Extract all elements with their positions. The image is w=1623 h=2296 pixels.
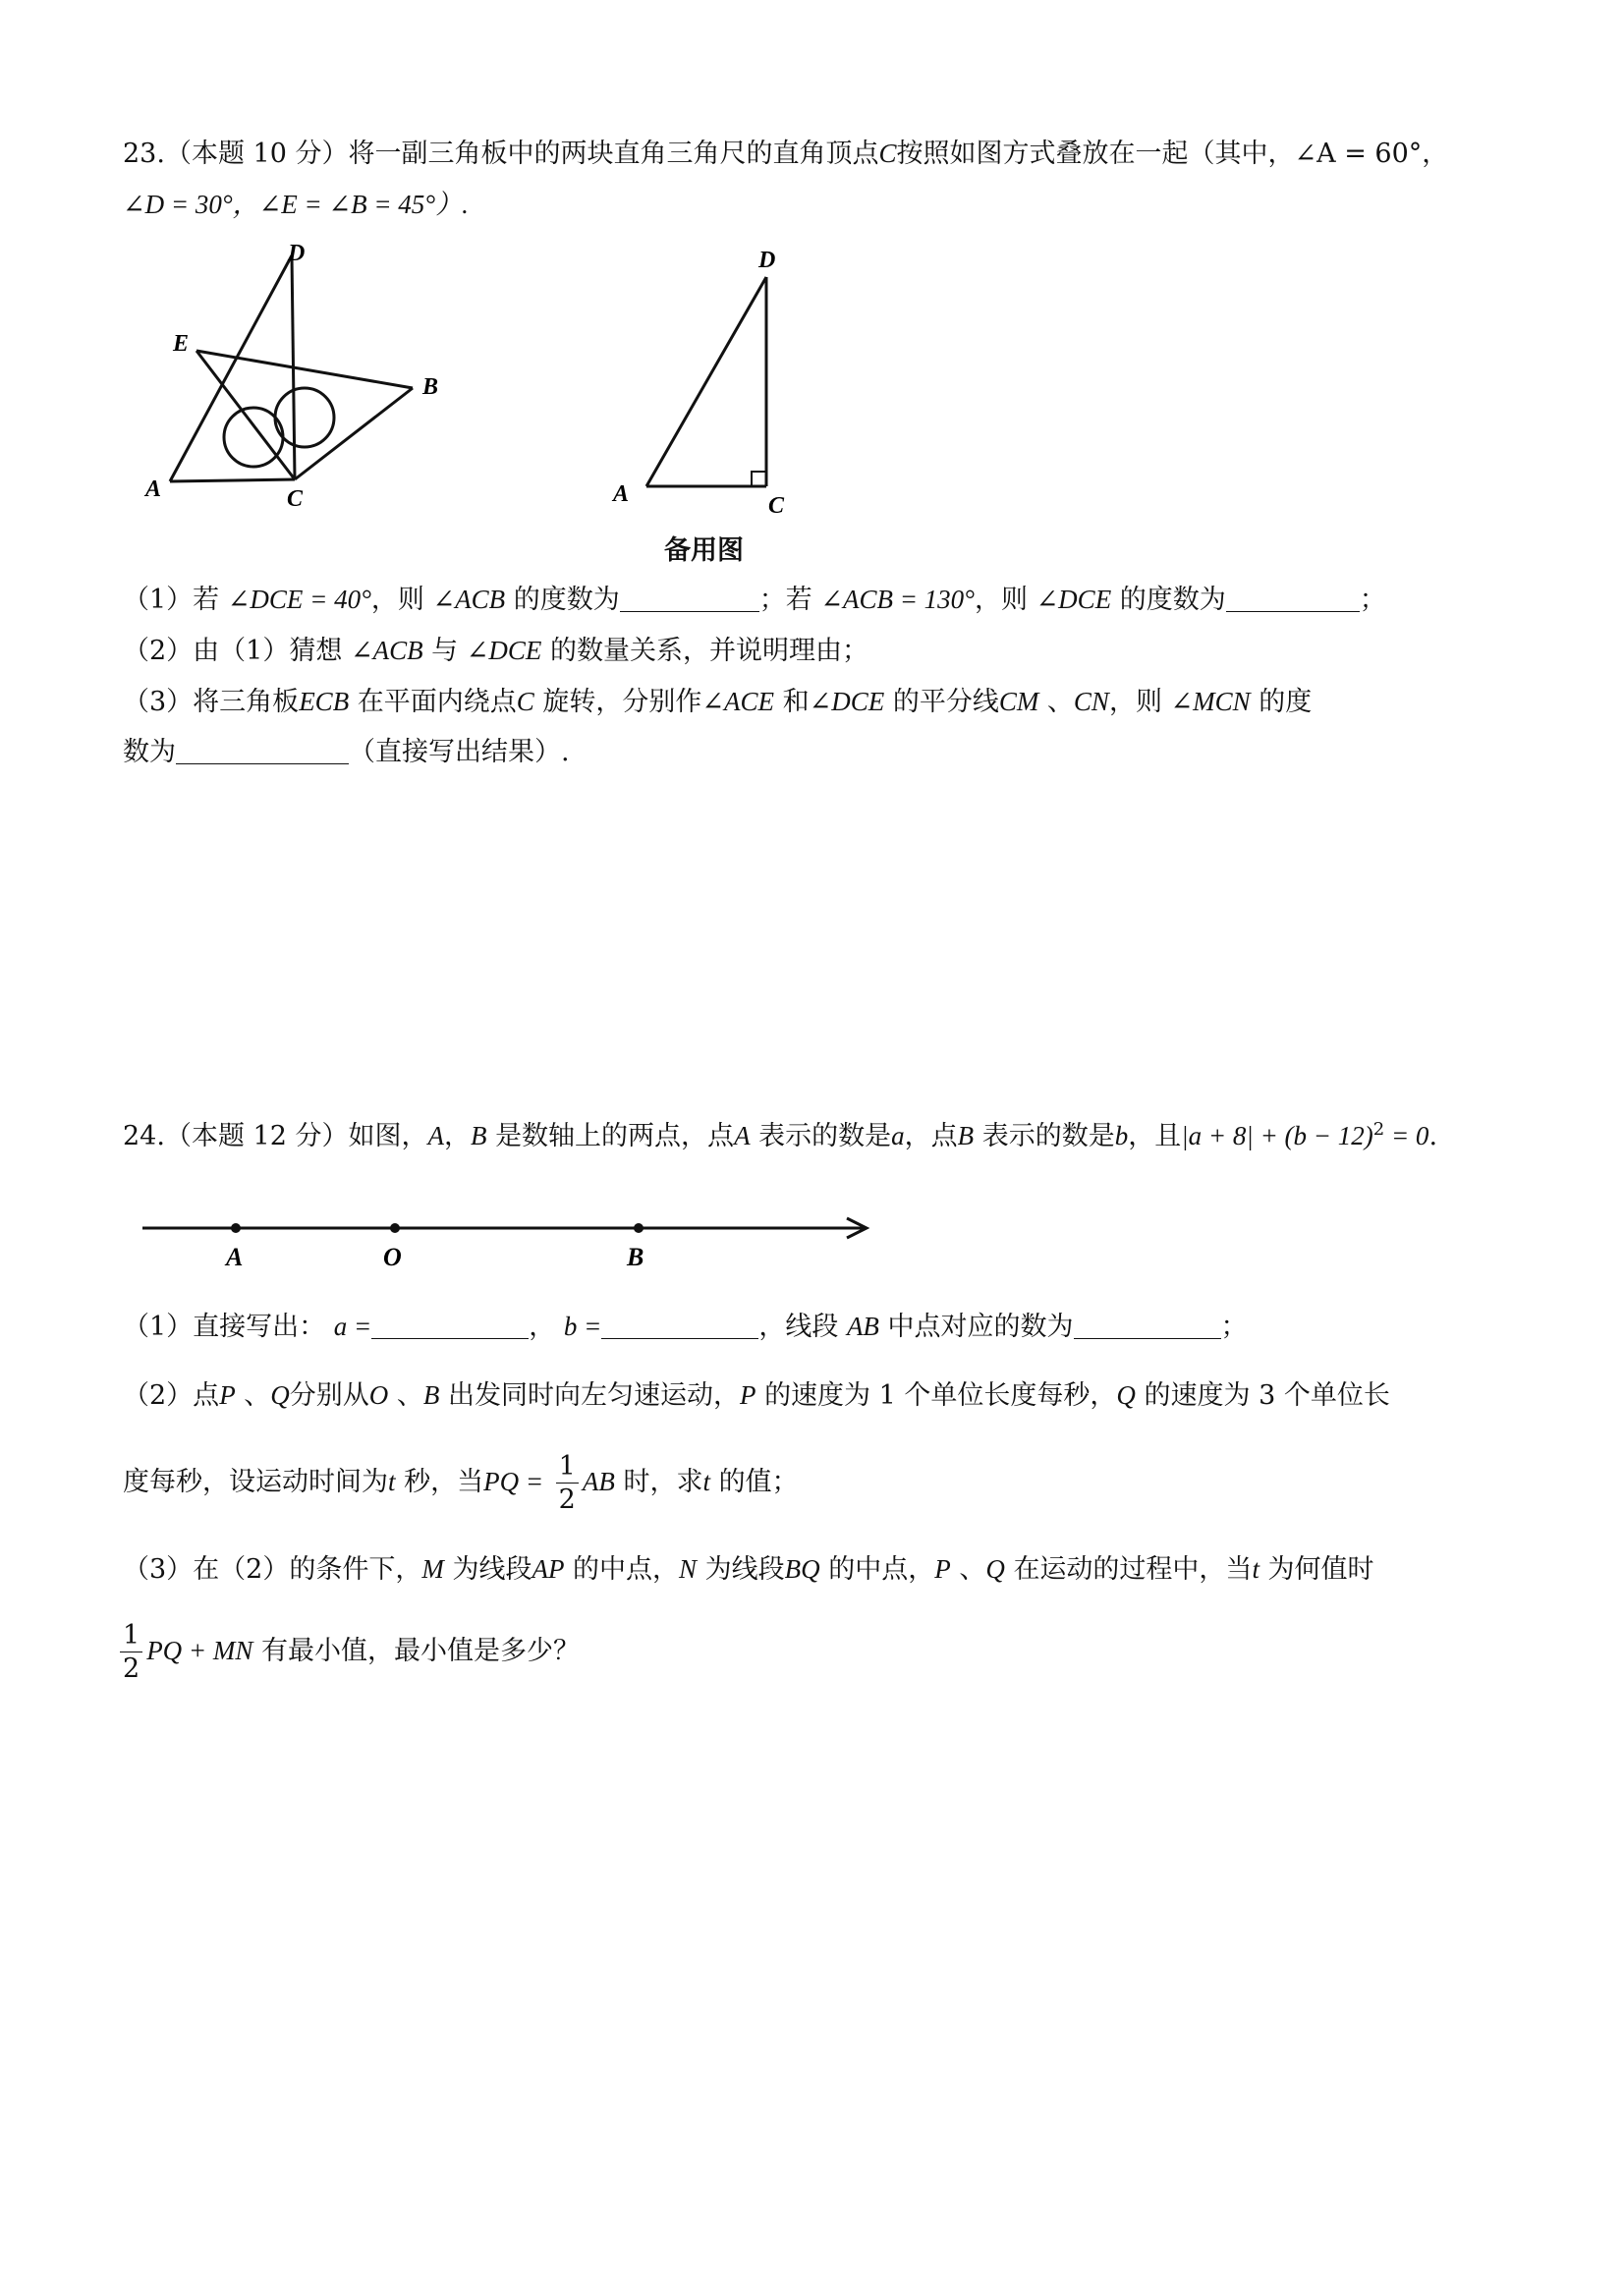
q23-figure-overlapping-triangles — [138, 231, 472, 516]
edge-ad — [170, 255, 292, 481]
spare-label-d: D — [758, 248, 776, 273]
q24-part-3-line-1: （3）在（2）的条件下，M 为线段AP 的中点，N 为线段BQ 的中点，P 、Q 在运动的过程中，当t 为何值时 — [123, 1554, 1374, 1585]
fraction-one-half-2: $\frac{1}{2}$ — [120, 1622, 142, 1682]
point-b — [634, 1223, 644, 1233]
point-a — [231, 1223, 241, 1233]
answer-blank-3[interactable] — [176, 738, 349, 764]
spare-edge-ad — [646, 277, 766, 486]
point-o — [390, 1223, 400, 1233]
finger-hole-2 — [275, 388, 334, 447]
q24-part-1: （1）直接写出： a = ， b = ，线段 AB 中点对应的数为 ； — [123, 1312, 1248, 1342]
answer-blank-a[interactable] — [371, 1313, 529, 1339]
q24-intro: 24.（本题 12 分）如图，A，B 是数轴上的两点，点A 表示的数是a，点B 表示的数是b，且$|a + 8| + (b - 12)^2 = 0$. — [123, 1119, 1438, 1151]
q24-part-2-line-1: （2）点P 、Q分别从O 、B 出发同时向左匀速运动，P 的速度为 1 个单位长度每秒，Q 的速度为 3 个单位长 — [123, 1380, 1390, 1411]
spare-label-c: C — [768, 493, 785, 519]
answer-blank-b[interactable] — [601, 1313, 758, 1339]
answer-blank-midpoint[interactable] — [1074, 1313, 1221, 1339]
spare-figure-caption: 备用图 — [664, 535, 744, 566]
q23-part-1: （1）若 ∠DCE = 40°，则 ∠ACB 的度数为 ；若 ∠ACB = 130°，则 ∠DCE 的度数为 ； — [123, 585, 1386, 615]
q23-spare-figure — [599, 236, 796, 531]
answer-blank-1[interactable] — [620, 586, 759, 612]
label-e: E — [173, 331, 190, 357]
edge-ac — [170, 479, 295, 481]
q23-part-3-line-2: 数为 （直接写出结果）. — [123, 737, 570, 767]
edge-bc — [295, 388, 413, 479]
answer-blank-2[interactable] — [1226, 586, 1360, 612]
axis-label-a: A — [226, 1243, 244, 1271]
q24-part-2-line-2: 度每秒，设运动时间为t 秒，当PQ = $\frac{1}{2}$ AB 时，求t 的值； — [123, 1451, 799, 1515]
fraction-one-half: $\frac{1}{2}$ — [556, 1453, 579, 1513]
q24-number-line — [138, 1208, 884, 1277]
q23-part-3-line-1: （3）将三角板ECB 在平面内绕点C 旋转，分别作∠ACE 和∠DCE 的平分线CM 、CN，则 ∠MCN 的度 — [123, 687, 1313, 717]
label-a: A — [145, 476, 162, 502]
label-d: D — [288, 241, 306, 266]
label-b: B — [422, 374, 439, 400]
q23-intro-line-1: 23.（本题 10 分）将一副三角板中的两块直角三角尺的直角顶点C按照如图方式叠放在一起（其中，∠A = 60°， — [123, 139, 1449, 169]
axis-label-o: O — [383, 1243, 402, 1271]
q23-part-2: （2）由（1）猜想 ∠ACB 与 ∠DCE 的数量关系，并说明理由； — [123, 636, 868, 666]
q23-intro-line-2: ∠D = 30°，∠E = ∠B = 45°）. — [123, 190, 469, 219]
spare-label-a: A — [613, 481, 630, 507]
q24-part-3-line-2: $\frac{1}{2}$ PQ + MN 有最小值，最小值是多少？ — [116, 1611, 580, 1691]
axis-label-b: B — [627, 1243, 644, 1271]
edge-ec — [196, 351, 295, 479]
right-angle-mark — [752, 472, 766, 486]
label-c: C — [287, 486, 304, 512]
